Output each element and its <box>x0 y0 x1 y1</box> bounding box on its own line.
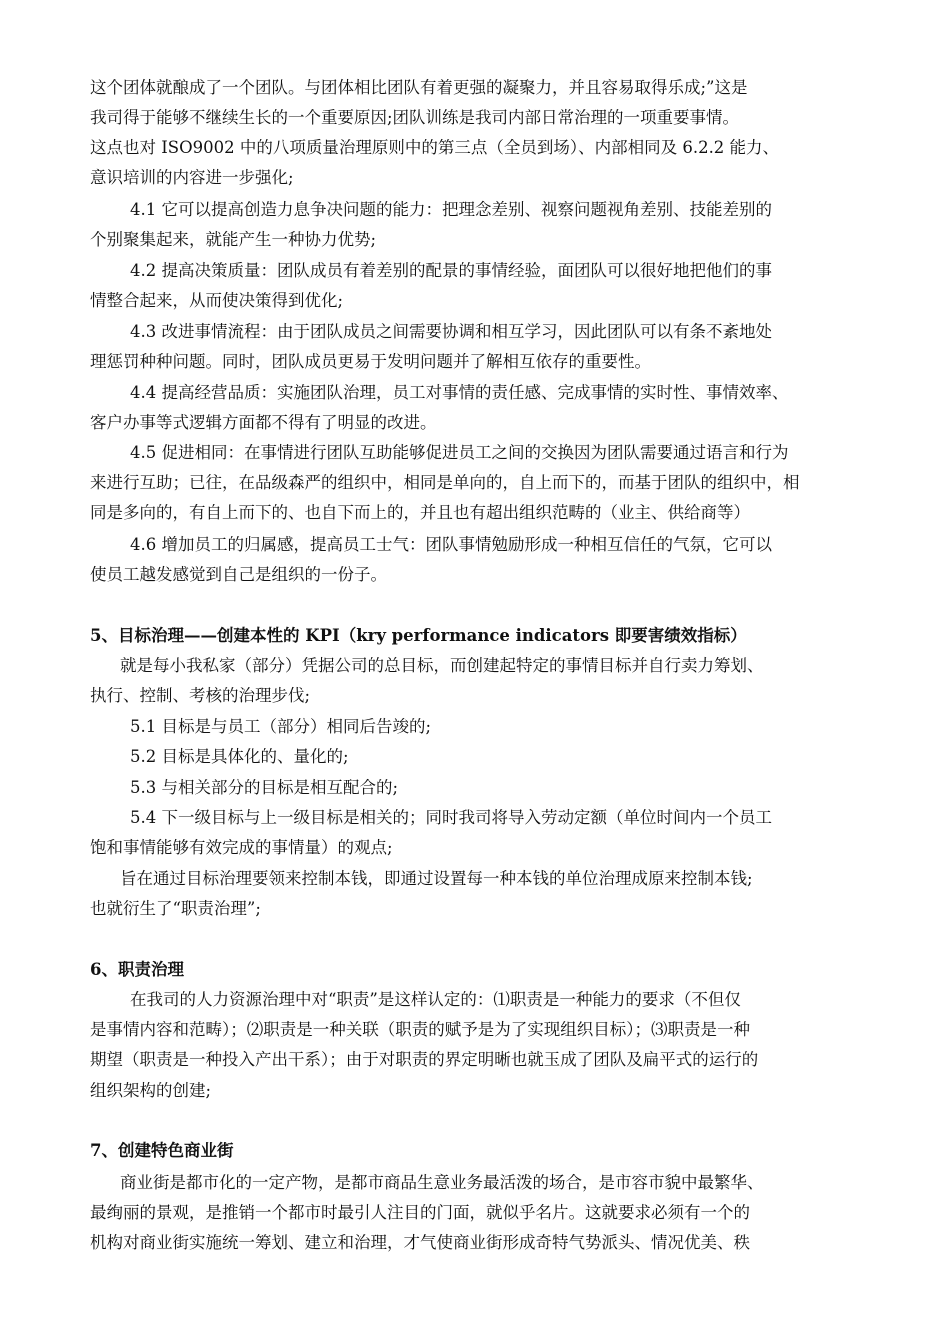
text-line: 是事情内容和范畴）；⑵职责是一种关联（职责的赋予是为了实现组织目标）；⑶职责是一种 <box>90 1020 750 1039</box>
text-line: 商业街是都市化的一定产物，是都市商品生意业务最活泼的场合，是市容市貌中最繁华、 <box>120 1173 764 1192</box>
text-line: 就是每小我私家（部分）凭据公司的总目标，而创建起特定的事情目标并自行卖力筹划、 <box>120 656 764 675</box>
text-line: 机构对商业街实施统一筹划、建立和治理，才气使商业街形成奇特气势派头、情况优美、秩 <box>90 1233 750 1252</box>
text-line: 旨在通过目标治理要领来控制本钱，即通过设置每一种本钱的单位治理成原来控制本钱; <box>120 869 753 888</box>
text-line: 同是多向的，有自上而下的、也自下而上的，并且也有超出组织范畴的（业主、供给商等） <box>90 503 750 522</box>
text-line: 这个团体就酿成了一个团队。与团体相比团队有着更强的凝聚力，并且容易取得乐成;”这是 <box>90 78 748 97</box>
section-heading-7: 7、创建特色商业街 <box>90 1141 234 1160</box>
text-line: 组织架构的创建; <box>90 1081 212 1100</box>
text-line: 意识培训的内容进一步强化; <box>90 168 294 187</box>
text-line: 5.2 目标是具体化的、量化的; <box>130 747 349 766</box>
text-line: 在我司的人力资源治理中对“职责”是这样认定的：⑴职责是一种能力的要求（不但仅 <box>130 990 741 1009</box>
text-line: 4.5 促进相同：在事情进行团队互助能够促进员工之间的交换因为团队需要通过语言和行为 <box>130 443 789 462</box>
text-line: 4.2 提高决策质量：团队成员有着差别的配景的事情经验，面团队可以很好地把他们的事 <box>130 261 772 280</box>
text-line: 来进行互助；已往，在品级森严的组织中，相同是单向的，自上而下的，而基于团队的组织中，相 <box>90 473 800 492</box>
text-line: 这点也对 ISO9002 中的八项质量治理原则中的第三点（全员到场）、内部相同及 6.2.2 能力、 <box>90 138 780 157</box>
text-line: 使员工越发感觉到自己是组织的一份子。 <box>90 565 387 584</box>
text-line: 个别聚集起来，就能产生一种协力优势; <box>90 230 377 249</box>
text-line: 4.4 提高经营品质：实施团队治理，员工对事情的责任感、完成事情的实时性、事情效率、 <box>130 383 789 402</box>
text-line: 4.6 增加员工的归属感，提高员工士气：团队事情勉励形成一种相互信任的气氛，它可以 <box>130 535 772 554</box>
text-line: 情整合起来，从而使决策得到优化; <box>90 291 344 310</box>
text-line: 5.4 下一级目标与上一级目标是相关的；同时我司将导入劳动定额（单位时间内一个员工 <box>130 808 772 827</box>
text-line: 5.3 与相关部分的目标是相互配合的; <box>130 778 399 797</box>
text-line: 4.1 它可以提高创造力息争决问题的能力：把理念差别、视察问题视角差别、技能差别的 <box>130 200 772 219</box>
text-line: 理惩罚种种问题。同时，团队成员更易于发明问题并了解相互依存的重要性。 <box>90 352 651 371</box>
text-line: 执行、控制、考核的治理步伐; <box>90 686 311 705</box>
text-line: 期望（职责是一种投入产出干系）；由于对职责的界定明晰也就玉成了团队及扁平式的运行的 <box>90 1050 759 1069</box>
section-heading-6: 6、职责治理 <box>90 960 184 979</box>
text-line: 我司得于能够不继续生长的一个重要原因;团队训练是我司内部日常治理的一项重要事情。 <box>90 108 740 127</box>
text-line: 4.3 改进事情流程：由于团队成员之间需要协调和相互学习，因此团队可以有条不紊地处 <box>130 322 772 341</box>
text-line: 饱和事情能够有效完成的事情量）的观点; <box>90 838 393 857</box>
text-line: 最绚丽的景观，是推销一个都市时最引人注目的门面，就似乎名片。这就要求必须有一个的 <box>90 1203 750 1222</box>
section-heading-5: 5、目标治理——创建本性的 KPI（kry performance indicators 即要害绩效指标） <box>90 626 747 645</box>
text-line: 5.1 目标是与员工（部分）相同后告竣的; <box>130 717 432 736</box>
text-line: 也就衍生了“职责治理”; <box>90 899 261 918</box>
text-line: 客户办事等式逻辑方面都不得有了明显的改进。 <box>90 413 437 432</box>
